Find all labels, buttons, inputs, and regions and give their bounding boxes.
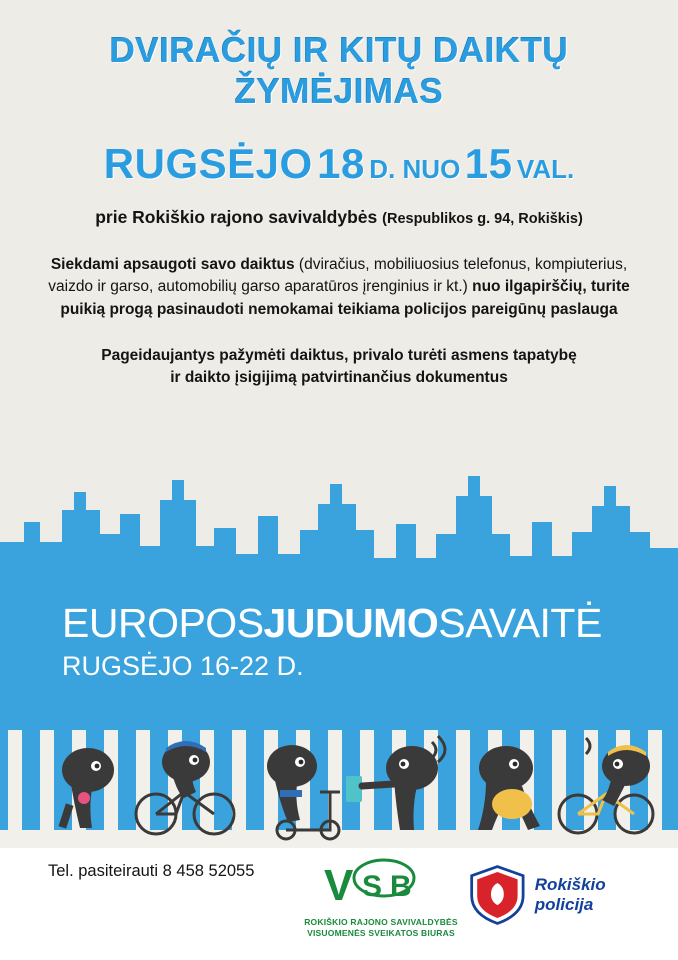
emw-word-1: EUROPOS	[62, 600, 264, 646]
vsb-caption-line-1: ROKIŠKIO RAJONO SAVIVALDYBĖS	[304, 917, 458, 927]
svg-text:V: V	[324, 861, 354, 910]
characters-graphic	[0, 718, 678, 848]
vsb-logo-icon	[306, 856, 456, 912]
svg-text:S: S	[362, 870, 383, 903]
police-logo	[468, 862, 658, 928]
emw-dates: RUGSĖJO 16-22 D.	[62, 651, 304, 681]
poster-header	[0, 0, 678, 390]
title-line-2: ŽYMĖJIMAS	[234, 72, 444, 112]
vsb-caption-line-2: VISUOMENĖS SVEIKATOS BIURAS	[307, 928, 455, 939]
requirements-paragraph	[34, 345, 644, 390]
emw-title	[62, 600, 602, 647]
event-day-suffix: D. NUO	[369, 153, 461, 184]
description-part-3: nuo ilgapirščių, turite puikią progą pasinaudoti nemokamai teikiama policijos pareigūnų paslauga	[60, 278, 630, 318]
event-date	[34, 139, 644, 187]
event-day: 18	[317, 139, 365, 187]
svg-text:B: B	[390, 870, 412, 903]
event-place	[34, 207, 644, 228]
police-logo-text: Rokiškio policija	[534, 875, 606, 914]
emw-word-3: SAVAITĖ	[438, 600, 602, 646]
requirements-line-2: ir daikto įsigijimą patvirtinančius dokumentus	[170, 369, 508, 387]
page-title	[34, 30, 644, 113]
event-month: RUGSĖJO	[103, 139, 313, 187]
characters-strip	[0, 718, 678, 848]
event-hour-unit: VAL.	[516, 153, 575, 184]
title-line-1: DVIRAČIŲ IR KITŲ DAIKTŲ	[109, 31, 569, 70]
footer	[0, 848, 678, 960]
event-place-name: prie Rokiškio rajono savivaldybės	[95, 206, 378, 227]
vsb-logo	[296, 856, 466, 940]
emw-banner	[62, 600, 602, 682]
police-badge-icon	[468, 862, 527, 928]
description-paragraph	[34, 254, 644, 321]
event-place-address: (Respublikos g. 94, Rokiškis)	[382, 210, 583, 227]
description-part-2: (dviračius, mobiliuosius telefonus, kompiuterius, vaizdo ir garso, automobilių garso aparatūros įrenginius ir kt.)	[48, 255, 628, 296]
emw-word-2: JUDUMO	[263, 600, 439, 646]
contact-phone: Tel. pasiteirauti 8 458 52055	[48, 862, 255, 880]
event-hour: 15	[464, 139, 513, 187]
description-part-1: Siekdami apsaugoti savo daiktus	[50, 255, 299, 273]
requirements-line-1: Pageidaujantys pažymėti daiktus, privalo turėti asmens tapatybę	[101, 347, 577, 364]
